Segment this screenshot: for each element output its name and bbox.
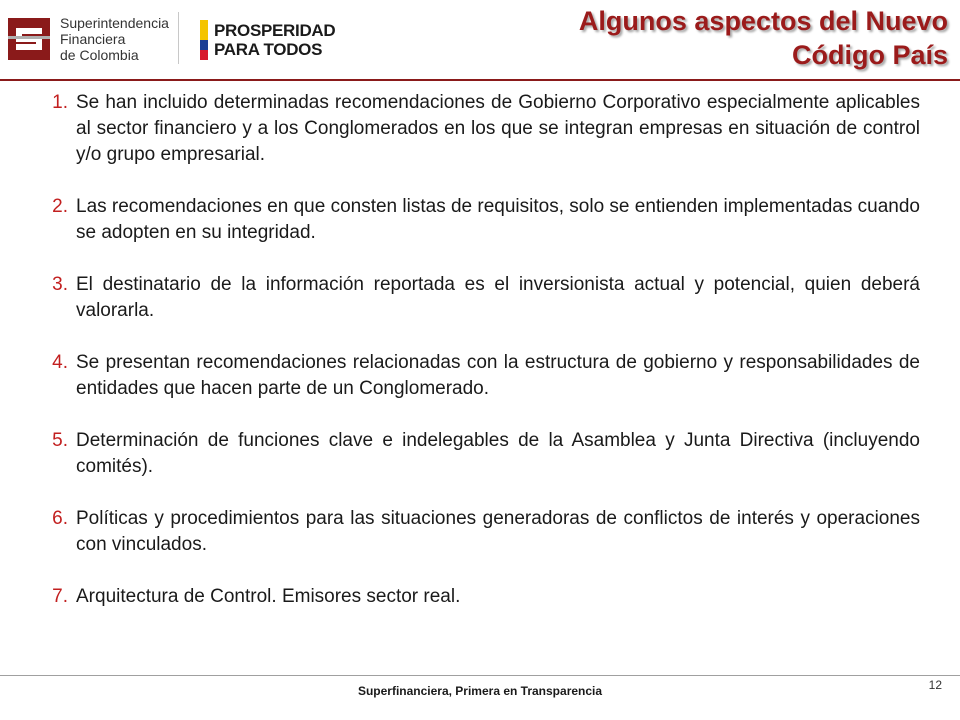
sfc-logo-text [60,15,169,63]
list-item-text: Políticas y procedimientos para las situaciones generadoras de conflictos de interés y operaciones con vinculados. [76,508,920,555]
slide-title [579,4,948,72]
list-item [36,194,920,246]
list-item [36,90,920,168]
list-item-number: 4. [52,352,68,373]
footer-rule [0,675,960,676]
list-item-number: 1. [52,92,68,113]
sfc-logo-line1: Superintendencia [60,15,169,31]
list-item-number: 7. [52,586,68,607]
page-number: 12 [928,678,942,692]
numbered-list [36,90,920,636]
colombia-flag-icon [200,20,208,60]
logo-divider [178,12,179,64]
list-item-text: Se presentan recomendaciones relacionadas con la estructura de gobierno y responsabilidades de entidades que hacen parte de un Conglomerado. [76,352,920,399]
prosperidad-logo [200,18,350,62]
sfc-emblem-icon [6,14,52,64]
list-item [36,584,920,610]
list-item [36,350,920,402]
list-item-text: Las recomendaciones en que consten listas de requisitos, solo se entienden implementadas cuando se adopten en su integridad. [76,196,920,243]
list-item-number: 2. [52,196,68,217]
superfinanciera-logo [6,10,178,68]
header-rule [0,79,960,81]
pp-logo-line1: PROSPERIDAD [214,21,336,40]
list-item [36,506,920,558]
slide-title-line2: Código País [791,40,948,70]
slide-header [0,0,960,80]
prosperidad-logo-text [214,21,335,59]
footer-slogan: Superfinanciera, Primera en Transparencia [357,684,603,698]
list-item-number: 3. [52,274,68,295]
list-item-number: 6. [52,508,68,529]
list-item-text: El destinatario de la información reportada es el inversionista actual y potencial, quien deberá valorarla. [76,274,920,321]
list-item [36,272,920,324]
list-item-text: Se han incluido determinadas recomendaciones de Gobierno Corporativo especialmente aplicables al sector financiero y a los Conglomerados en los que se integran empresas en situación de control y/o grupo empresarial. [76,92,920,165]
list-item-text: Arquitectura de Control. Emisores sector real. [76,586,461,607]
pp-logo-line2: PARA TODOS [214,40,323,59]
list-item [36,428,920,480]
list-item-text: Determinación de funciones clave e indelegables de la Asamblea y Junta Directiva (incluyendo comités). [76,430,920,477]
sfc-logo-line2: Financiera [60,31,126,47]
slide-title-line1: Algunos aspectos del Nuevo [578,6,948,36]
sfc-logo-line3: de Colombia [60,47,139,63]
list-item-number: 5. [52,430,68,451]
